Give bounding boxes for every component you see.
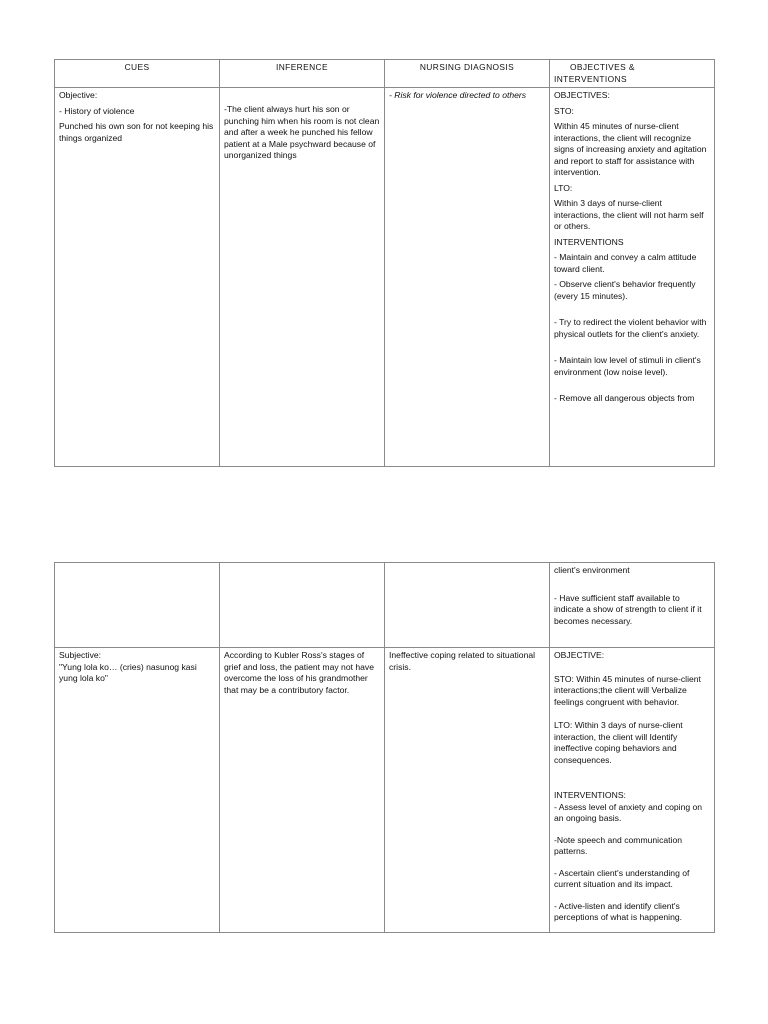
- cues-label: Objective:: [59, 90, 98, 100]
- header-cues: CUES: [55, 60, 220, 88]
- objectives-cell: [550, 563, 715, 648]
- header-objectives-line2: INTERVENTIONS: [554, 73, 627, 84]
- intervention-item: - Ascertain client's understanding of current situation and its impact.: [554, 867, 690, 889]
- intervention-item: - Maintain and convey a calm attitude toward client.: [554, 252, 697, 274]
- care-plan-table-1: [54, 59, 715, 467]
- care-plan-table-2: [54, 562, 715, 933]
- diagnosis-cell: [385, 648, 550, 933]
- lto-text: Within 3 days of nurse-client interactions, the client will not harm self or others.: [554, 198, 704, 231]
- table-row: [55, 648, 715, 933]
- objectives-title: OBJECTIVES:: [554, 90, 610, 100]
- diagnosis-text: - Risk for violence directed to others: [389, 90, 527, 100]
- cue-quote: "Yung lola ko… (cries) nasunog kasi yung lola ko": [59, 661, 197, 683]
- intervention-item: - Remove all dangerous objects from: [554, 393, 695, 403]
- cue-item: - History of violence: [59, 105, 135, 116]
- header-nursing-diagnosis: NURSING DIAGNOSIS: [385, 60, 550, 88]
- header-objectives: [550, 60, 715, 88]
- interventions-label: INTERVENTIONS:: [554, 790, 626, 800]
- cues-label: Subjective:: [59, 650, 102, 660]
- header-inference: INFERENCE: [220, 60, 385, 88]
- intervention-item: - Assess level of anxiety and coping on an ongoing basis.: [554, 801, 703, 823]
- sto-text: STO: Within 45 minutes of nurse-client interactions;the client will Verbalize feelings congruent with behavior.: [554, 673, 701, 707]
- intervention-item: -Note speech and communication patterns.: [554, 834, 683, 856]
- lto-text: LTO: Within 3 days of nurse-client interaction, the client will Identify ineffective coping behaviors and consequences.: [554, 720, 683, 765]
- intervention-item: - Observe client's behavior frequently (every 15 minutes).: [554, 279, 696, 301]
- intervention-item: - Have sufficient staff available to indicate a show of strength to client if it becomes necessary.: [554, 592, 702, 626]
- intervention-item: - Try to redirect the violent behavior with physical outlets for the client's anxiety.: [554, 317, 707, 339]
- inference-cell: [220, 88, 385, 467]
- inference-text: According to Kubler Ross's stages of grief and loss, the patient may not have overcome the loss of his grandmother that may be a contributory factor.: [224, 650, 375, 695]
- diagnosis-cell: [385, 88, 550, 467]
- interventions-label: INTERVENTIONS: [554, 236, 624, 247]
- inference-cell: [220, 563, 385, 648]
- diagnosis-text: Ineffective coping related to situational crisis.: [389, 650, 536, 672]
- inference-text: -The client always hurt his son or punching him when his room is not clean and after a week he punched his fellow patient at a Male psychward because of unorganized things: [224, 104, 380, 160]
- header-objectives-line1: OBJECTIVES &: [570, 62, 635, 72]
- diagnosis-cell: [385, 563, 550, 648]
- table-row: [55, 88, 715, 467]
- lto-label: LTO:: [554, 182, 573, 193]
- table-row: [55, 563, 715, 648]
- header-row: [55, 60, 715, 88]
- cue-item: Punched his own son for not keeping his things organized: [59, 121, 214, 143]
- cues-cell: [55, 563, 220, 648]
- objectives-cell: [550, 88, 715, 467]
- cues-cell: [55, 88, 220, 467]
- objectives-title: OBJECTIVE:: [554, 650, 605, 660]
- intervention-continued: client's environment: [554, 565, 630, 575]
- sto-text: Within 45 minutes of nurse-client interactions, the client will recognize signs of increasing anxiety and agitation and report to staff for assistance with intervention.: [554, 121, 707, 177]
- objectives-cell: [550, 648, 715, 933]
- inference-cell: [220, 648, 385, 933]
- sto-label: STO:: [554, 105, 574, 116]
- intervention-item: - Maintain low level of stimuli in client's environment (low noise level).: [554, 355, 701, 377]
- intervention-item: - Active-listen and identify client's perceptions of what is happening.: [554, 900, 683, 922]
- cues-cell: [55, 648, 220, 933]
